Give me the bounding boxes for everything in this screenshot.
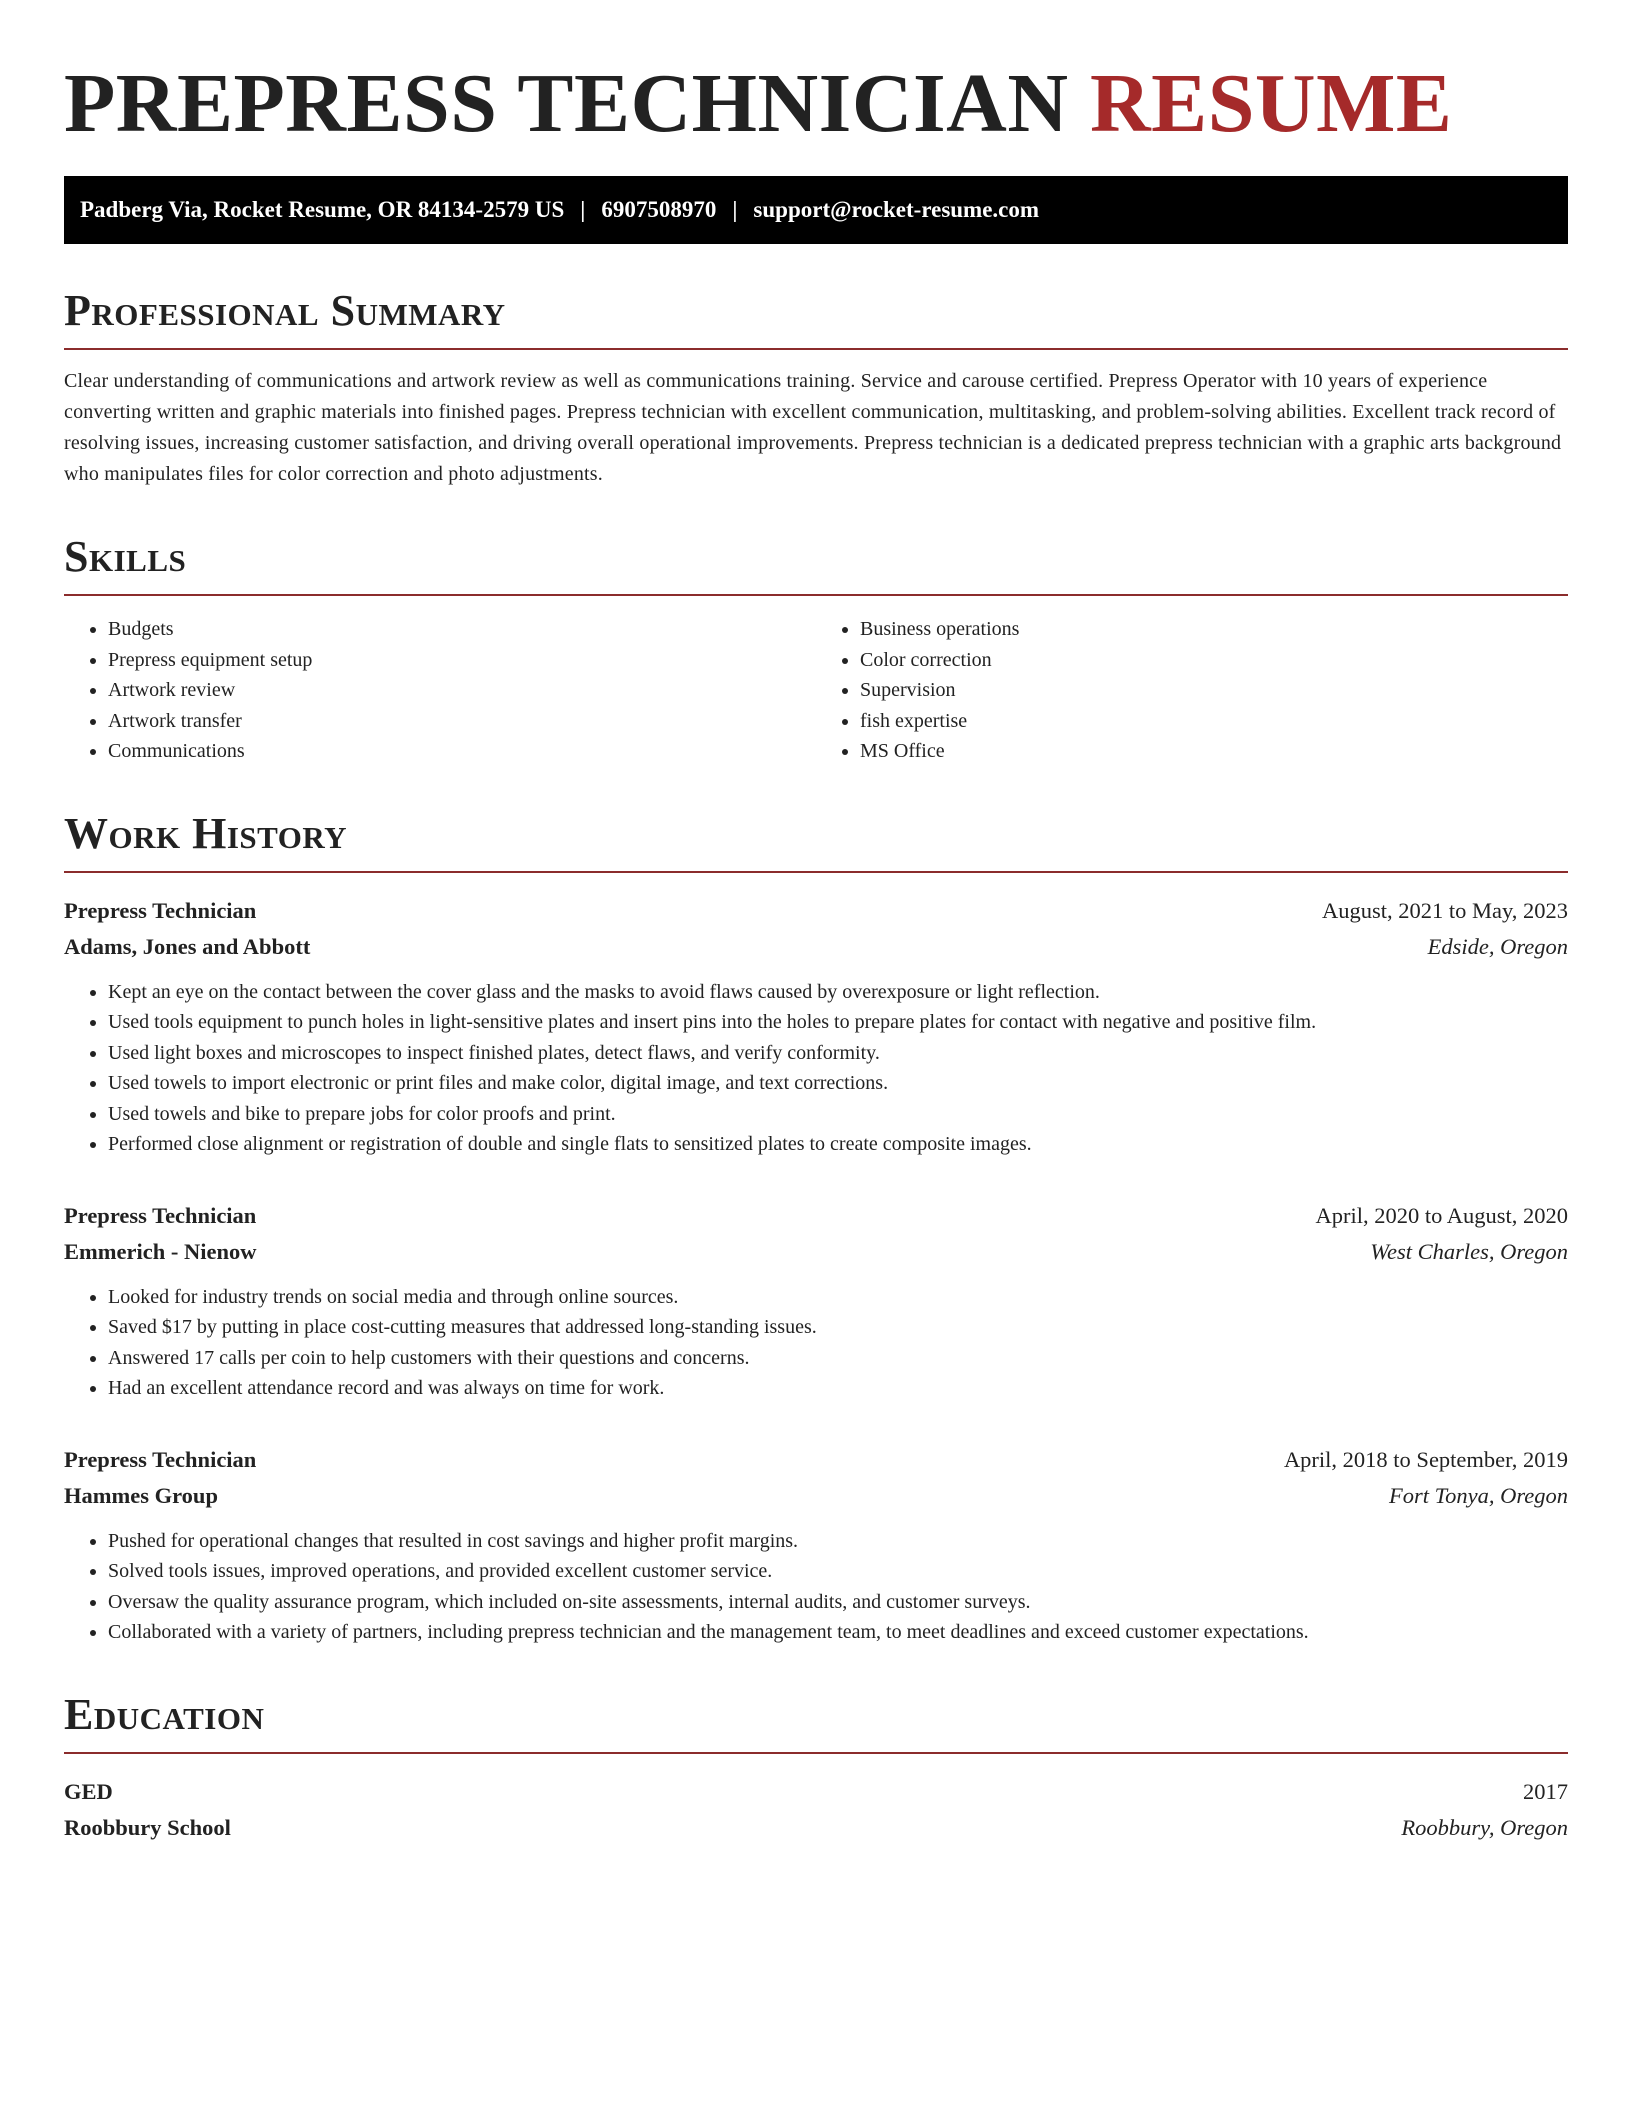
job-company-row <box>64 1478 1568 1514</box>
job-header-row <box>64 1442 1568 1478</box>
education-degree: GED <box>64 1778 113 1804</box>
skill-item: • Business operations <box>860 614 1568 645</box>
skill-item: • Prepress equipment setup <box>108 645 816 676</box>
job-bullet: • Collaborated with a variety of partners, including prepress technician and the management team, to meet deadlines and exceed customer expectations. <box>108 1617 1568 1648</box>
job-header-row <box>64 1198 1568 1234</box>
section-divider <box>64 1752 1568 1754</box>
education-entry <box>64 1774 1568 1846</box>
job-bullet: • Used light boxes and microscopes to inspect finished plates, detect flaws, and verify conformity. <box>108 1038 1568 1069</box>
education-school-row <box>64 1810 1568 1846</box>
job-entry <box>64 893 1568 1160</box>
skill-item: • fish expertise <box>860 706 1568 737</box>
job-company-row <box>64 1234 1568 1270</box>
education-heading: Education <box>64 1689 265 1739</box>
job-bullet: • Used towels to import electronic or print files and make color, digital image, and text corrections. <box>108 1068 1568 1099</box>
job-bullet: • Performed close alignment or registration of double and single flats to sensitized plates to create composite images. <box>108 1129 1568 1160</box>
education-degree-row <box>64 1774 1568 1810</box>
education-location: Roobbury, Oregon <box>1401 1814 1568 1840</box>
job-dates: April, 2020 to August, 2020 <box>1315 1202 1568 1228</box>
contact-separator: | <box>732 197 738 222</box>
contact-phone: 6907508970 <box>601 197 717 222</box>
job-location: West Charles, Oregon <box>1370 1238 1568 1264</box>
job-bullets <box>64 977 1568 1160</box>
job-bullet: • Pushed for operational changes that resulted in cost savings and higher profit margins. <box>108 1526 1568 1557</box>
job-bullet: • Used tools equipment to punch holes in light-sensitive plates and insert pins into the holes to prepare plates for contact with negative and positive film. <box>108 1007 1568 1038</box>
job-title: Prepress Technician <box>64 897 257 923</box>
job-title: Prepress Technician <box>64 1202 257 1228</box>
skill-item: • MS Office <box>860 736 1568 767</box>
job-title: Prepress Technician <box>64 1446 257 1472</box>
section-divider <box>64 871 1568 873</box>
contact-bar <box>64 176 1568 244</box>
job-location: Fort Tonya, Oregon <box>1389 1482 1568 1508</box>
job-bullet: • Solved tools issues, improved operations, and provided excellent customer service. <box>108 1556 1568 1587</box>
section-divider <box>64 348 1568 350</box>
summary-text: Clear understanding of communications and artwork review as well as communications training. Service and carouse certified. Prepress Operator with 10 years of experience converting written and graphic materials into finished pages. Prepress technician with excellent communication, multitasking, and problem-solving abilities. Excellent track record of resolving issues, increasing customer satisfaction, and driving overall operational improvements. Prepress technician is a dedicated prepress technician with a graphic arts background who manipulates files for color correction and photo adjustments. <box>64 370 1562 485</box>
job-bullets <box>64 1526 1568 1648</box>
skills-heading: Skills <box>64 532 187 581</box>
job-company-row <box>64 929 1568 965</box>
job-bullet: • Answered 17 calls per coin to help customers with their questions and concerns. <box>108 1343 1568 1374</box>
job-entry <box>64 1442 1568 1648</box>
job-location: Edside, Oregon <box>1427 933 1568 959</box>
skill-item: • Supervision <box>860 675 1568 706</box>
skill-item: • Communications <box>108 736 816 767</box>
job-dates: April, 2018 to September, 2019 <box>1283 1446 1568 1472</box>
title-accent: RESUME <box>1090 57 1453 150</box>
skill-item: • Artwork transfer <box>108 706 816 737</box>
skill-item: • Artwork review <box>108 675 816 706</box>
work-history-heading: Work History <box>64 808 348 858</box>
contact-email: support@rocket-resume.com <box>753 197 1040 222</box>
education-school: Roobbury School <box>64 1814 231 1840</box>
contact-separator: | <box>580 197 586 222</box>
job-bullet: • Looked for industry trends on social media and through online sources. <box>108 1282 1568 1313</box>
section-divider <box>64 594 1568 596</box>
skills-list <box>64 614 1568 767</box>
job-bullet: • Oversaw the quality assurance program, which included on-site assessments, internal audits, and customer surveys. <box>108 1587 1568 1618</box>
job-bullets <box>64 1282 1568 1404</box>
skills-column-right <box>816 614 1568 767</box>
skill-item: • Color correction <box>860 645 1568 676</box>
job-company: Adams, Jones and Abbott <box>64 933 311 959</box>
job-bullet: • Kept an eye on the contact between the cover glass and the masks to avoid flaws caused by overexposure or light reflection. <box>108 977 1568 1008</box>
job-company: Hammes Group <box>64 1482 218 1508</box>
skill-item: • Budgets <box>108 614 816 645</box>
education-year: 2017 <box>1523 1778 1568 1804</box>
job-entry <box>64 1198 1568 1404</box>
job-header-row <box>64 893 1568 929</box>
skills-column-left <box>64 614 816 767</box>
title-main: PREPRESS TECHNICIAN <box>64 57 1069 150</box>
job-dates: August, 2021 to May, 2023 <box>1321 897 1568 923</box>
contact-address: Padberg Via, Rocket Resume, OR 84134-2579 US <box>80 197 565 222</box>
resume-title <box>64 48 1568 160</box>
job-bullet: • Used towels and bike to prepare jobs for color proofs and print. <box>108 1099 1568 1130</box>
job-company: Emmerich - Nienow <box>64 1238 257 1264</box>
job-bullet: • Saved $17 by putting in place cost-cutting measures that addressed long-standing issues. <box>108 1312 1568 1343</box>
job-bullet: • Had an excellent attendance record and was always on time for work. <box>108 1373 1568 1404</box>
summary-heading: Professional Summary <box>64 286 506 335</box>
